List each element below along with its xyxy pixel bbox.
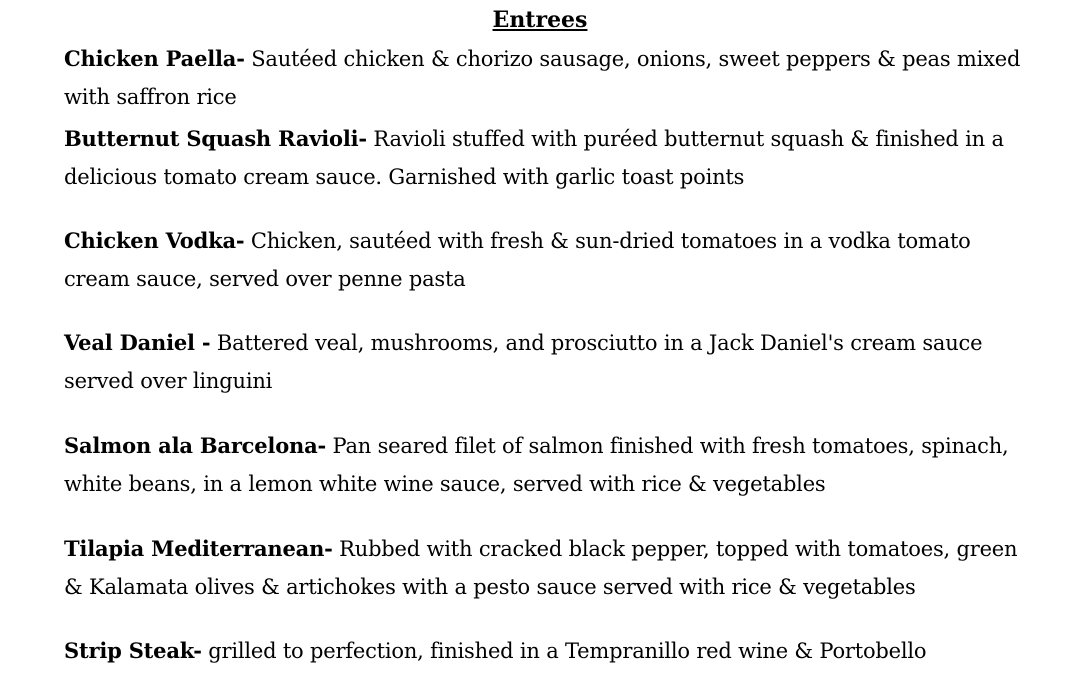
menu-item-tilapia-mediterranean: [64, 530, 1024, 606]
menu-item-name: Tilapia Mediterranean-: [64, 536, 333, 561]
menu-item-description: Rubbed with cracked black pepper, topped with tomatoes, green & Kalamata olives & artichokes with a pesto sauce served with rice & vegetables: [64, 537, 1018, 599]
menu-item-veal-daniel: [64, 324, 1024, 400]
menu-item-salmon-ala-barcelona: [64, 427, 1024, 503]
menu-item-chicken-paella: [64, 40, 1024, 116]
menu-item-name: Butternut Squash Ravioli-: [64, 126, 367, 151]
menu-item-strip-steak: [64, 632, 1024, 670]
menu-item-butternut-squash-ravioli: [64, 120, 1024, 196]
menu-item-description: grilled to perfection, finished in a Tempranillo red wine & Portobello: [201, 639, 927, 663]
menu-item-description: Pan seared filet of salmon finished with fresh tomatoes, spinach, white beans, in a lemon white wine sauce, served with rice & vegetables: [64, 434, 1009, 496]
menu-item-chicken-vodka: [64, 222, 1024, 298]
menu-item-name: Strip Steak-: [64, 638, 202, 663]
menu-title: Entrees: [492, 7, 588, 33]
menu-item-name: Salmon ala Barcelona-: [64, 433, 327, 458]
menu-item-name: Veal Daniel -: [64, 330, 211, 355]
menu-item-description: Sautéed chicken & chorizo sausage, onions, sweet peppers & peas mixed with saffron rice: [64, 47, 1021, 109]
menu-item-name: Chicken Paella-: [64, 46, 245, 71]
menu-item-name: Chicken Vodka-: [64, 228, 245, 253]
menu-item-description: Battered veal, mushrooms, and prosciutto in a Jack Daniel's cream sauce served over linguini: [64, 331, 983, 393]
menu-item-description: Chicken, sautéed with fresh & sun-dried tomatoes in a vodka tomato cream sauce, served over penne pasta: [64, 229, 971, 291]
menu-item-description: Ravioli stuffed with puréed butternut squash & finished in a delicious tomato cream sauce. Garnished with garlic toast points: [64, 127, 1004, 189]
